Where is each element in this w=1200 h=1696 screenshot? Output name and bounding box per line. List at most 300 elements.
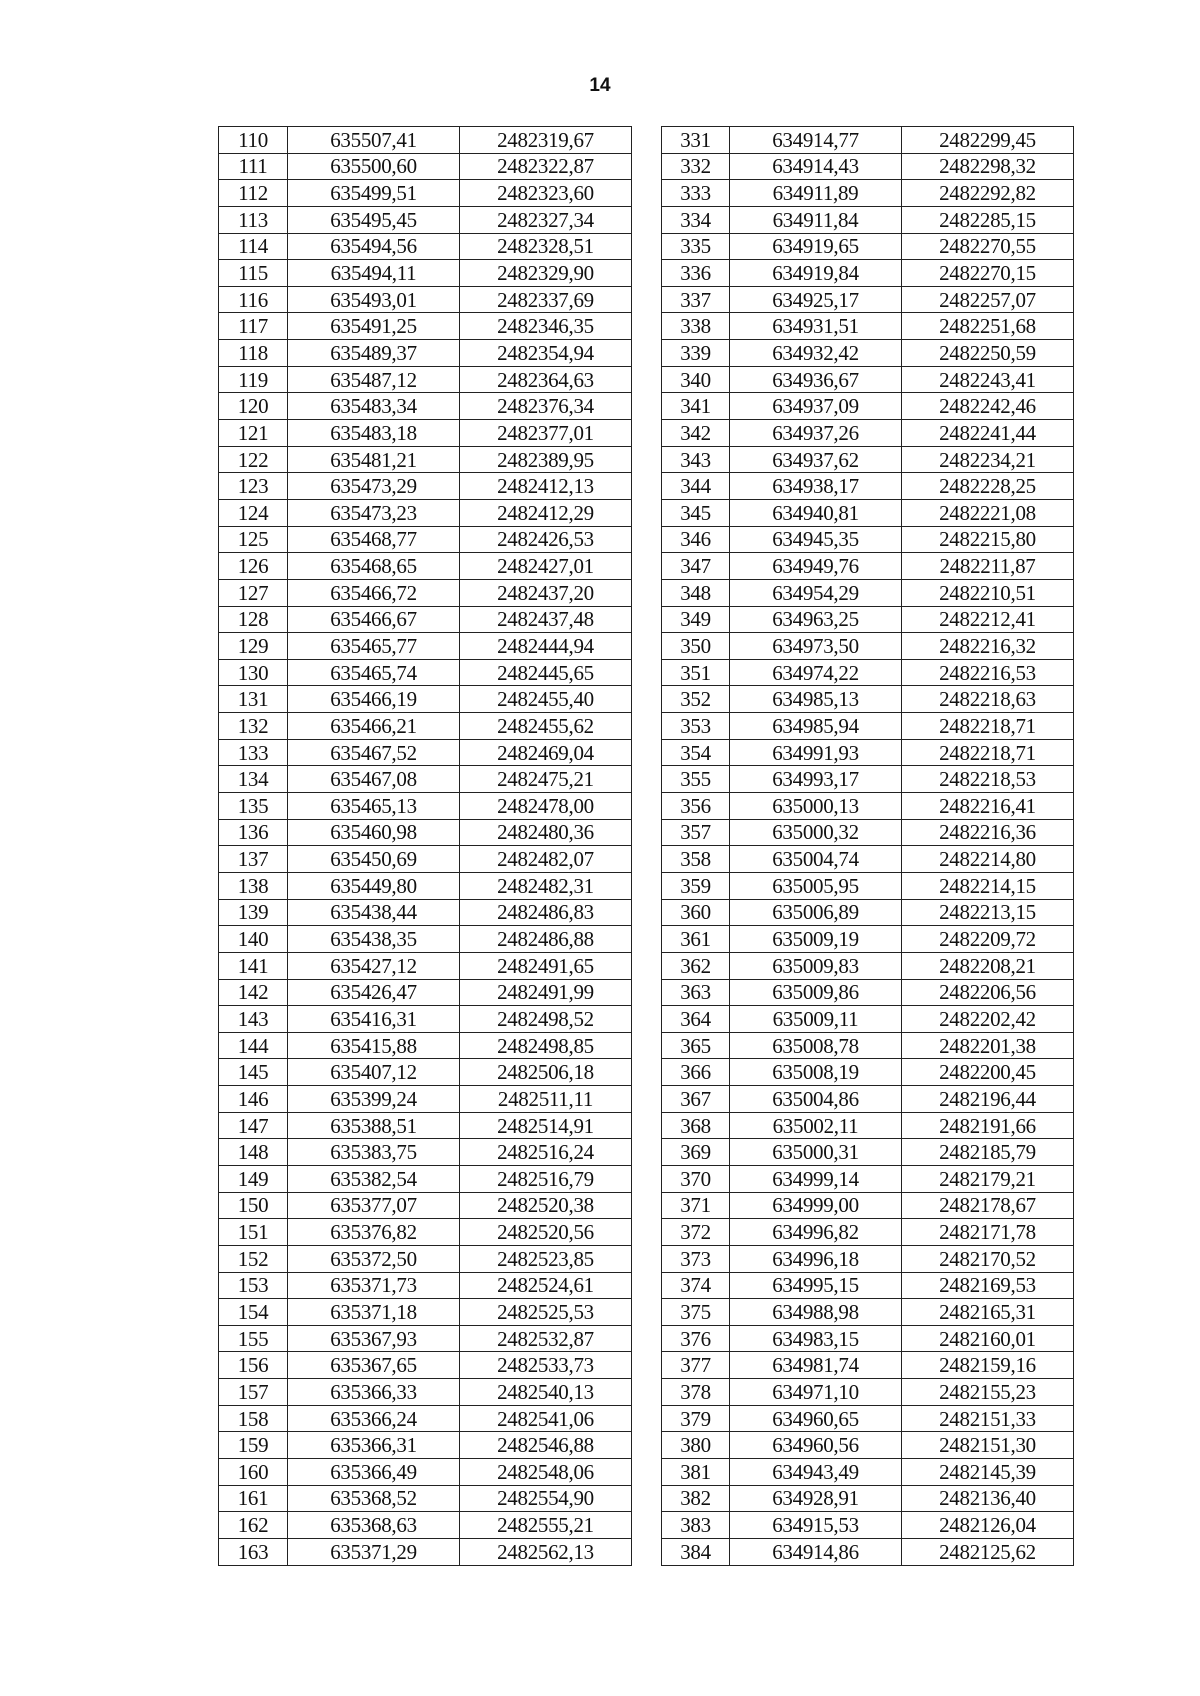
right-point-number-cell: 335: [662, 233, 730, 260]
column-gap: [632, 153, 662, 180]
right-x-coordinate-cell: 634937,26: [730, 420, 902, 447]
right-y-coordinate-cell: 2482285,15: [902, 206, 1074, 233]
left-point-number-cell: 154: [219, 1299, 288, 1326]
table-row: [219, 952, 1074, 979]
column-gap: [632, 393, 662, 420]
coordinates-table: [218, 126, 1074, 1566]
right-x-coordinate-cell: 635005,95: [730, 872, 902, 899]
right-y-coordinate-cell: 2482218,71: [902, 713, 1074, 740]
right-y-coordinate-cell: 2482213,15: [902, 899, 1074, 926]
column-gap: [632, 233, 662, 260]
left-y-coordinate-cell: 2482437,48: [460, 606, 632, 633]
left-point-number-cell: 111: [219, 153, 288, 180]
right-point-number-cell: 338: [662, 313, 730, 340]
left-y-coordinate-cell: 2482491,99: [460, 979, 632, 1006]
table-row: [219, 1165, 1074, 1192]
column-gap: [632, 926, 662, 953]
right-y-coordinate-cell: 2482298,32: [902, 153, 1074, 180]
right-x-coordinate-cell: 635004,86: [730, 1086, 902, 1113]
table-row: [219, 1219, 1074, 1246]
table-row: [219, 579, 1074, 606]
left-x-coordinate-cell: 635468,65: [288, 553, 460, 580]
table-row: [219, 180, 1074, 207]
left-x-coordinate-cell: 635495,45: [288, 206, 460, 233]
left-y-coordinate-cell: 2482322,87: [460, 153, 632, 180]
left-y-coordinate-cell: 2482437,20: [460, 579, 632, 606]
right-y-coordinate-cell: 2482243,41: [902, 366, 1074, 393]
table-row: [219, 233, 1074, 260]
left-point-number-cell: 117: [219, 313, 288, 340]
left-x-coordinate-cell: 635465,13: [288, 793, 460, 820]
right-x-coordinate-cell: 635004,74: [730, 846, 902, 873]
right-point-number-cell: 362: [662, 952, 730, 979]
right-x-coordinate-cell: 635000,31: [730, 1139, 902, 1166]
right-y-coordinate-cell: 2482242,46: [902, 393, 1074, 420]
left-x-coordinate-cell: 635377,07: [288, 1192, 460, 1219]
table-row: [219, 340, 1074, 367]
right-point-number-cell: 371: [662, 1192, 730, 1219]
left-y-coordinate-cell: 2482337,69: [460, 286, 632, 313]
left-x-coordinate-cell: 635426,47: [288, 979, 460, 1006]
left-point-number-cell: 139: [219, 899, 288, 926]
right-y-coordinate-cell: 2482218,53: [902, 766, 1074, 793]
table-row: [219, 260, 1074, 287]
right-x-coordinate-cell: 634938,17: [730, 473, 902, 500]
right-y-coordinate-cell: 2482214,15: [902, 872, 1074, 899]
table-row: [219, 926, 1074, 953]
right-x-coordinate-cell: 634931,51: [730, 313, 902, 340]
left-y-coordinate-cell: 2482554,90: [460, 1485, 632, 1512]
right-point-number-cell: 334: [662, 206, 730, 233]
left-y-coordinate-cell: 2482516,24: [460, 1139, 632, 1166]
right-y-coordinate-cell: 2482159,16: [902, 1352, 1074, 1379]
right-y-coordinate-cell: 2482210,51: [902, 579, 1074, 606]
left-point-number-cell: 150: [219, 1192, 288, 1219]
left-y-coordinate-cell: 2482486,88: [460, 926, 632, 953]
left-y-coordinate-cell: 2482346,35: [460, 313, 632, 340]
left-x-coordinate-cell: 635466,67: [288, 606, 460, 633]
column-gap: [632, 286, 662, 313]
right-y-coordinate-cell: 2482185,79: [902, 1139, 1074, 1166]
table-row: [219, 1352, 1074, 1379]
right-x-coordinate-cell: 635009,11: [730, 1006, 902, 1033]
left-x-coordinate-cell: 635368,52: [288, 1485, 460, 1512]
left-point-number-cell: 160: [219, 1459, 288, 1486]
right-x-coordinate-cell: 634974,22: [730, 659, 902, 686]
right-x-coordinate-cell: 634971,10: [730, 1379, 902, 1406]
table-row: [219, 1485, 1074, 1512]
left-point-number-cell: 115: [219, 260, 288, 287]
right-x-coordinate-cell: 634919,65: [730, 233, 902, 260]
left-x-coordinate-cell: 635438,44: [288, 899, 460, 926]
right-x-coordinate-cell: 634937,09: [730, 393, 902, 420]
right-y-coordinate-cell: 2482209,72: [902, 926, 1074, 953]
left-y-coordinate-cell: 2482520,38: [460, 1192, 632, 1219]
table-row: [219, 872, 1074, 899]
right-y-coordinate-cell: 2482212,41: [902, 606, 1074, 633]
right-point-number-cell: 370: [662, 1165, 730, 1192]
right-point-number-cell: 361: [662, 926, 730, 953]
right-point-number-cell: 354: [662, 739, 730, 766]
right-y-coordinate-cell: 2482155,23: [902, 1379, 1074, 1406]
column-gap: [632, 1405, 662, 1432]
column-gap: [632, 1032, 662, 1059]
right-y-coordinate-cell: 2482216,32: [902, 633, 1074, 660]
table-row: [219, 1139, 1074, 1166]
left-y-coordinate-cell: 2482444,94: [460, 633, 632, 660]
right-point-number-cell: 331: [662, 127, 730, 154]
right-point-number-cell: 380: [662, 1432, 730, 1459]
column-gap: [632, 473, 662, 500]
right-x-coordinate-cell: 634911,89: [730, 180, 902, 207]
left-y-coordinate-cell: 2482426,53: [460, 526, 632, 553]
left-point-number-cell: 113: [219, 206, 288, 233]
right-x-coordinate-cell: 634993,17: [730, 766, 902, 793]
right-y-coordinate-cell: 2482196,44: [902, 1086, 1074, 1113]
left-x-coordinate-cell: 635494,11: [288, 260, 460, 287]
right-point-number-cell: 343: [662, 446, 730, 473]
right-y-coordinate-cell: 2482201,38: [902, 1032, 1074, 1059]
right-point-number-cell: 360: [662, 899, 730, 926]
left-y-coordinate-cell: 2482511,11: [460, 1086, 632, 1113]
table-row: [219, 1245, 1074, 1272]
right-x-coordinate-cell: 634963,25: [730, 606, 902, 633]
column-gap: [632, 180, 662, 207]
right-point-number-cell: 341: [662, 393, 730, 420]
left-point-number-cell: 110: [219, 127, 288, 154]
right-point-number-cell: 374: [662, 1272, 730, 1299]
left-point-number-cell: 158: [219, 1405, 288, 1432]
right-point-number-cell: 363: [662, 979, 730, 1006]
right-y-coordinate-cell: 2482169,53: [902, 1272, 1074, 1299]
right-point-number-cell: 351: [662, 659, 730, 686]
right-x-coordinate-cell: 634995,15: [730, 1272, 902, 1299]
left-x-coordinate-cell: 635367,65: [288, 1352, 460, 1379]
right-y-coordinate-cell: 2482160,01: [902, 1325, 1074, 1352]
left-x-coordinate-cell: 635494,56: [288, 233, 460, 260]
left-point-number-cell: 122: [219, 446, 288, 473]
right-point-number-cell: 379: [662, 1405, 730, 1432]
column-gap: [632, 872, 662, 899]
left-x-coordinate-cell: 635449,80: [288, 872, 460, 899]
right-y-coordinate-cell: 2482145,39: [902, 1459, 1074, 1486]
column-gap: [632, 1165, 662, 1192]
right-point-number-cell: 358: [662, 846, 730, 873]
left-y-coordinate-cell: 2482533,73: [460, 1352, 632, 1379]
right-y-coordinate-cell: 2482257,07: [902, 286, 1074, 313]
right-point-number-cell: 352: [662, 686, 730, 713]
table-row: [219, 686, 1074, 713]
left-point-number-cell: 134: [219, 766, 288, 793]
column-gap: [632, 1086, 662, 1113]
table-row: [219, 393, 1074, 420]
left-x-coordinate-cell: 635467,52: [288, 739, 460, 766]
table-row: [219, 633, 1074, 660]
left-point-number-cell: 163: [219, 1538, 288, 1565]
left-x-coordinate-cell: 635427,12: [288, 952, 460, 979]
right-y-coordinate-cell: 2482214,80: [902, 846, 1074, 873]
left-x-coordinate-cell: 635383,75: [288, 1139, 460, 1166]
left-y-coordinate-cell: 2482389,95: [460, 446, 632, 473]
right-point-number-cell: 344: [662, 473, 730, 500]
left-x-coordinate-cell: 635473,29: [288, 473, 460, 500]
right-x-coordinate-cell: 634999,00: [730, 1192, 902, 1219]
right-x-coordinate-cell: 635009,19: [730, 926, 902, 953]
left-x-coordinate-cell: 635465,77: [288, 633, 460, 660]
right-x-coordinate-cell: 634960,56: [730, 1432, 902, 1459]
left-x-coordinate-cell: 635371,18: [288, 1299, 460, 1326]
left-point-number-cell: 123: [219, 473, 288, 500]
left-x-coordinate-cell: 635382,54: [288, 1165, 460, 1192]
right-point-number-cell: 364: [662, 1006, 730, 1033]
table-row: [219, 1086, 1074, 1113]
left-point-number-cell: 161: [219, 1485, 288, 1512]
left-x-coordinate-cell: 635466,21: [288, 713, 460, 740]
right-point-number-cell: 345: [662, 499, 730, 526]
left-x-coordinate-cell: 635366,49: [288, 1459, 460, 1486]
right-x-coordinate-cell: 634919,84: [730, 260, 902, 287]
right-point-number-cell: 348: [662, 579, 730, 606]
column-gap: [632, 686, 662, 713]
table-row: [219, 1432, 1074, 1459]
left-x-coordinate-cell: 635368,63: [288, 1512, 460, 1539]
left-point-number-cell: 130: [219, 659, 288, 686]
left-y-coordinate-cell: 2482328,51: [460, 233, 632, 260]
column-gap: [632, 846, 662, 873]
table-row: [219, 739, 1074, 766]
right-y-coordinate-cell: 2482270,15: [902, 260, 1074, 287]
right-y-coordinate-cell: 2482171,78: [902, 1219, 1074, 1246]
right-y-coordinate-cell: 2482270,55: [902, 233, 1074, 260]
right-x-coordinate-cell: 634991,93: [730, 739, 902, 766]
right-x-coordinate-cell: 634914,86: [730, 1538, 902, 1565]
column-gap: [632, 1299, 662, 1326]
column-gap: [632, 366, 662, 393]
right-point-number-cell: 378: [662, 1379, 730, 1406]
table-row: [219, 1032, 1074, 1059]
table-row: [219, 1299, 1074, 1326]
left-point-number-cell: 121: [219, 420, 288, 447]
right-y-coordinate-cell: 2482191,66: [902, 1112, 1074, 1139]
left-point-number-cell: 149: [219, 1165, 288, 1192]
table-row: [219, 313, 1074, 340]
right-y-coordinate-cell: 2482202,42: [902, 1006, 1074, 1033]
right-x-coordinate-cell: 634936,67: [730, 366, 902, 393]
left-point-number-cell: 140: [219, 926, 288, 953]
column-gap: [632, 1112, 662, 1139]
left-x-coordinate-cell: 635376,82: [288, 1219, 460, 1246]
right-y-coordinate-cell: 2482211,87: [902, 553, 1074, 580]
table-row: [219, 206, 1074, 233]
left-y-coordinate-cell: 2482482,31: [460, 872, 632, 899]
left-y-coordinate-cell: 2482354,94: [460, 340, 632, 367]
left-y-coordinate-cell: 2482514,91: [460, 1112, 632, 1139]
column-gap: [632, 739, 662, 766]
left-x-coordinate-cell: 635399,24: [288, 1086, 460, 1113]
right-x-coordinate-cell: 634925,17: [730, 286, 902, 313]
right-point-number-cell: 346: [662, 526, 730, 553]
table-row: [219, 1512, 1074, 1539]
right-point-number-cell: 337: [662, 286, 730, 313]
left-x-coordinate-cell: 635487,12: [288, 366, 460, 393]
column-gap: [632, 1325, 662, 1352]
right-x-coordinate-cell: 634940,81: [730, 499, 902, 526]
right-x-coordinate-cell: 634981,74: [730, 1352, 902, 1379]
left-x-coordinate-cell: 635481,21: [288, 446, 460, 473]
left-x-coordinate-cell: 635371,29: [288, 1538, 460, 1565]
left-y-coordinate-cell: 2482491,65: [460, 952, 632, 979]
column-gap: [632, 127, 662, 154]
left-y-coordinate-cell: 2482486,83: [460, 899, 632, 926]
left-point-number-cell: 144: [219, 1032, 288, 1059]
left-x-coordinate-cell: 635407,12: [288, 1059, 460, 1086]
left-y-coordinate-cell: 2482327,34: [460, 206, 632, 233]
left-x-coordinate-cell: 635491,25: [288, 313, 460, 340]
left-point-number-cell: 153: [219, 1272, 288, 1299]
table-row: [219, 766, 1074, 793]
right-y-coordinate-cell: 2482165,31: [902, 1299, 1074, 1326]
left-y-coordinate-cell: 2482541,06: [460, 1405, 632, 1432]
right-x-coordinate-cell: 634988,98: [730, 1299, 902, 1326]
right-point-number-cell: 384: [662, 1538, 730, 1565]
left-y-coordinate-cell: 2482377,01: [460, 420, 632, 447]
left-y-coordinate-cell: 2482480,36: [460, 819, 632, 846]
column-gap: [632, 1272, 662, 1299]
left-y-coordinate-cell: 2482498,52: [460, 1006, 632, 1033]
right-point-number-cell: 376: [662, 1325, 730, 1352]
right-point-number-cell: 375: [662, 1299, 730, 1326]
right-y-coordinate-cell: 2482221,08: [902, 499, 1074, 526]
left-point-number-cell: 132: [219, 713, 288, 740]
right-y-coordinate-cell: 2482178,67: [902, 1192, 1074, 1219]
coordinates-table-body: [219, 127, 1074, 1566]
right-point-number-cell: 355: [662, 766, 730, 793]
right-point-number-cell: 381: [662, 1459, 730, 1486]
right-x-coordinate-cell: 634945,35: [730, 526, 902, 553]
table-row: [219, 659, 1074, 686]
right-x-coordinate-cell: 635006,89: [730, 899, 902, 926]
right-x-coordinate-cell: 634999,14: [730, 1165, 902, 1192]
table-row: [219, 819, 1074, 846]
column-gap: [632, 713, 662, 740]
left-y-coordinate-cell: 2482548,06: [460, 1459, 632, 1486]
column-gap: [632, 952, 662, 979]
right-x-coordinate-cell: 634943,49: [730, 1459, 902, 1486]
column-gap: [632, 659, 662, 686]
right-y-coordinate-cell: 2482216,36: [902, 819, 1074, 846]
table-row: [219, 899, 1074, 926]
left-x-coordinate-cell: 635473,23: [288, 499, 460, 526]
left-point-number-cell: 120: [219, 393, 288, 420]
right-x-coordinate-cell: 634949,76: [730, 553, 902, 580]
table-row: [219, 793, 1074, 820]
right-y-coordinate-cell: 2482179,21: [902, 1165, 1074, 1192]
right-point-number-cell: 350: [662, 633, 730, 660]
table-row: [219, 473, 1074, 500]
column-gap: [632, 1379, 662, 1406]
column-gap: [632, 420, 662, 447]
left-point-number-cell: 145: [219, 1059, 288, 1086]
left-y-coordinate-cell: 2482469,04: [460, 739, 632, 766]
column-gap: [632, 1432, 662, 1459]
left-point-number-cell: 142: [219, 979, 288, 1006]
column-gap: [632, 1352, 662, 1379]
table-row: [219, 526, 1074, 553]
table-row: [219, 1059, 1074, 1086]
right-y-coordinate-cell: 2482200,45: [902, 1059, 1074, 1086]
left-x-coordinate-cell: 635366,31: [288, 1432, 460, 1459]
table-row: [219, 713, 1074, 740]
right-point-number-cell: 366: [662, 1059, 730, 1086]
right-y-coordinate-cell: 2482234,21: [902, 446, 1074, 473]
right-x-coordinate-cell: 634973,50: [730, 633, 902, 660]
column-gap: [632, 206, 662, 233]
right-y-coordinate-cell: 2482299,45: [902, 127, 1074, 154]
right-point-number-cell: 333: [662, 180, 730, 207]
left-point-number-cell: 116: [219, 286, 288, 313]
left-y-coordinate-cell: 2482329,90: [460, 260, 632, 287]
left-point-number-cell: 126: [219, 553, 288, 580]
right-y-coordinate-cell: 2482136,40: [902, 1485, 1074, 1512]
right-point-number-cell: 332: [662, 153, 730, 180]
left-point-number-cell: 155: [219, 1325, 288, 1352]
left-point-number-cell: 148: [219, 1139, 288, 1166]
right-x-coordinate-cell: 634932,42: [730, 340, 902, 367]
left-y-coordinate-cell: 2482482,07: [460, 846, 632, 873]
left-x-coordinate-cell: 635450,69: [288, 846, 460, 873]
right-x-coordinate-cell: 634985,94: [730, 713, 902, 740]
table-row: [219, 366, 1074, 393]
column-gap: [632, 1192, 662, 1219]
right-x-coordinate-cell: 634960,65: [730, 1405, 902, 1432]
right-point-number-cell: 382: [662, 1485, 730, 1512]
table-row: [219, 1405, 1074, 1432]
left-point-number-cell: 152: [219, 1245, 288, 1272]
table-row: [219, 1006, 1074, 1033]
right-point-number-cell: 336: [662, 260, 730, 287]
right-y-coordinate-cell: 2482206,56: [902, 979, 1074, 1006]
right-x-coordinate-cell: 634985,13: [730, 686, 902, 713]
right-x-coordinate-cell: 634937,62: [730, 446, 902, 473]
right-y-coordinate-cell: 2482218,71: [902, 739, 1074, 766]
table-row: [219, 846, 1074, 873]
table-row: [219, 1192, 1074, 1219]
left-y-coordinate-cell: 2482516,79: [460, 1165, 632, 1192]
right-point-number-cell: 339: [662, 340, 730, 367]
right-point-number-cell: 367: [662, 1086, 730, 1113]
left-y-coordinate-cell: 2482412,29: [460, 499, 632, 526]
left-y-coordinate-cell: 2482498,85: [460, 1032, 632, 1059]
column-gap: [632, 1485, 662, 1512]
column-gap: [632, 499, 662, 526]
right-x-coordinate-cell: 635008,78: [730, 1032, 902, 1059]
left-point-number-cell: 127: [219, 579, 288, 606]
right-y-coordinate-cell: 2482216,53: [902, 659, 1074, 686]
left-x-coordinate-cell: 635388,51: [288, 1112, 460, 1139]
right-x-coordinate-cell: 634996,82: [730, 1219, 902, 1246]
left-y-coordinate-cell: 2482562,13: [460, 1538, 632, 1565]
left-y-coordinate-cell: 2482532,87: [460, 1325, 632, 1352]
column-gap: [632, 1006, 662, 1033]
left-point-number-cell: 135: [219, 793, 288, 820]
right-y-coordinate-cell: 2482170,52: [902, 1245, 1074, 1272]
left-y-coordinate-cell: 2482319,67: [460, 127, 632, 154]
right-y-coordinate-cell: 2482216,41: [902, 793, 1074, 820]
right-point-number-cell: 353: [662, 713, 730, 740]
table-row: [219, 286, 1074, 313]
left-point-number-cell: 156: [219, 1352, 288, 1379]
right-x-coordinate-cell: 634928,91: [730, 1485, 902, 1512]
